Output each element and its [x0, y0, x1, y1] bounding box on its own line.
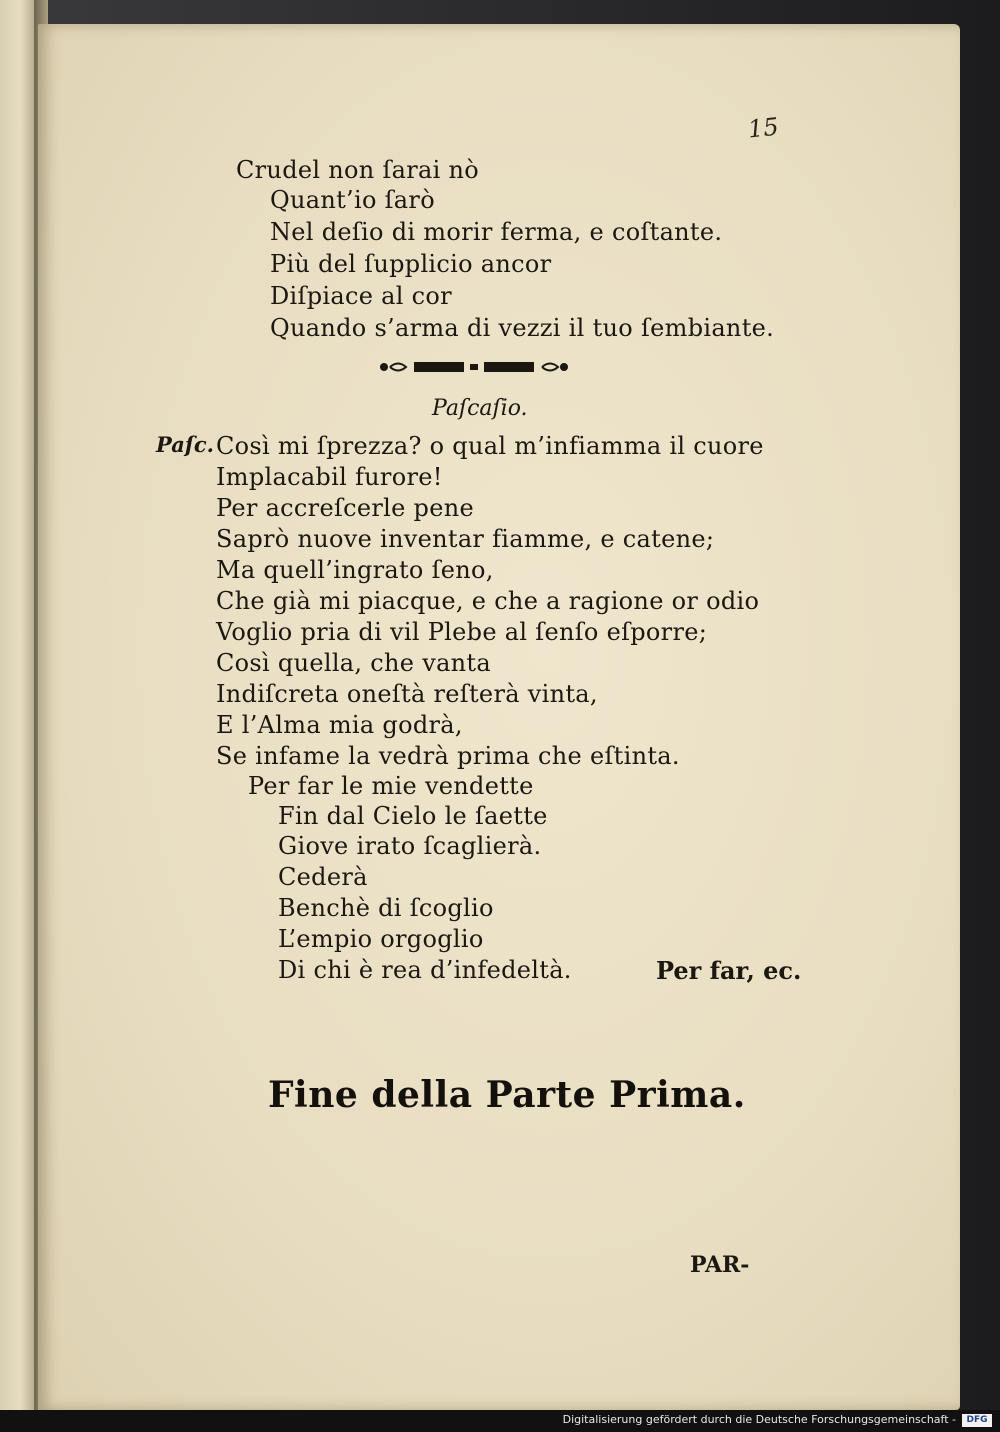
speaker-abbreviation: Paſc.	[156, 432, 214, 457]
verse-line: Quando s’arma di vezzi il tuo ſembiante.	[270, 314, 775, 342]
aria-line: Giove irato ſcaglierà.	[278, 832, 542, 860]
verse-line: Così quella, che vanta	[216, 649, 491, 677]
verse-line: Per accreſcerle pene	[216, 494, 474, 522]
verse-line: Più del ſupplicio ancor	[270, 250, 552, 278]
aria-line: Per far le mie vendette	[248, 772, 534, 800]
catchword: PAR-	[690, 1252, 750, 1278]
facing-page-edge	[0, 0, 34, 1410]
digitization-footer	[0, 1410, 1000, 1432]
aria-line: Di chi è rea d’infedeltà.	[278, 956, 572, 984]
end-of-part-title: Fine della Parte Prima.	[268, 1074, 746, 1116]
verse-line: Quant’io ſarò	[270, 186, 435, 214]
verse-line: Diſpiace al cor	[270, 282, 452, 310]
aria-line: Fin dal Cielo le ſaette	[278, 802, 548, 830]
verse-line: Nel deſio di morir ferma, e coſtante.	[270, 218, 723, 246]
verse-line: Ma quell’ingrato ſeno,	[216, 556, 494, 584]
aria-line: L’empio orgoglio	[278, 925, 484, 953]
verse-line: Che già mi piacque, e che a ragione or odio	[216, 587, 760, 615]
aria-line: Benchè di ſcoglio	[278, 894, 494, 922]
verse-line: E l’Alma mia godrà,	[216, 711, 463, 739]
speaker-heading: Paſcaſio.	[432, 396, 528, 421]
verse-line: Se infame la vedrà prima che eſtinta.	[216, 742, 680, 770]
verse-line: Crudel non ſarai nò	[236, 156, 480, 184]
aria-line: Cederà	[278, 863, 368, 891]
verse-line: Implacabil furore!	[216, 463, 443, 491]
footer-credit: Digitalisierung gefördert durch die Deutsche Forschungsgemeinschaft -	[562, 1413, 956, 1426]
aria-da-capo-cue: Per far, ec.	[656, 956, 802, 985]
dfg-logo: DFG	[962, 1414, 992, 1427]
verse-line: Indiſcreta oneſtà reſterà vinta,	[216, 680, 598, 708]
page-number: 15	[746, 112, 780, 144]
verse-line: Voglio pria di vil Plebe al ſenſo eſporre;	[216, 618, 708, 646]
verse-line: Saprò nuove inventar fiamme, e catene;	[216, 525, 715, 553]
verse-line: Così mi ſprezza? o qual m’infiamma il cuore	[216, 432, 764, 460]
printers-ornament	[378, 358, 570, 376]
